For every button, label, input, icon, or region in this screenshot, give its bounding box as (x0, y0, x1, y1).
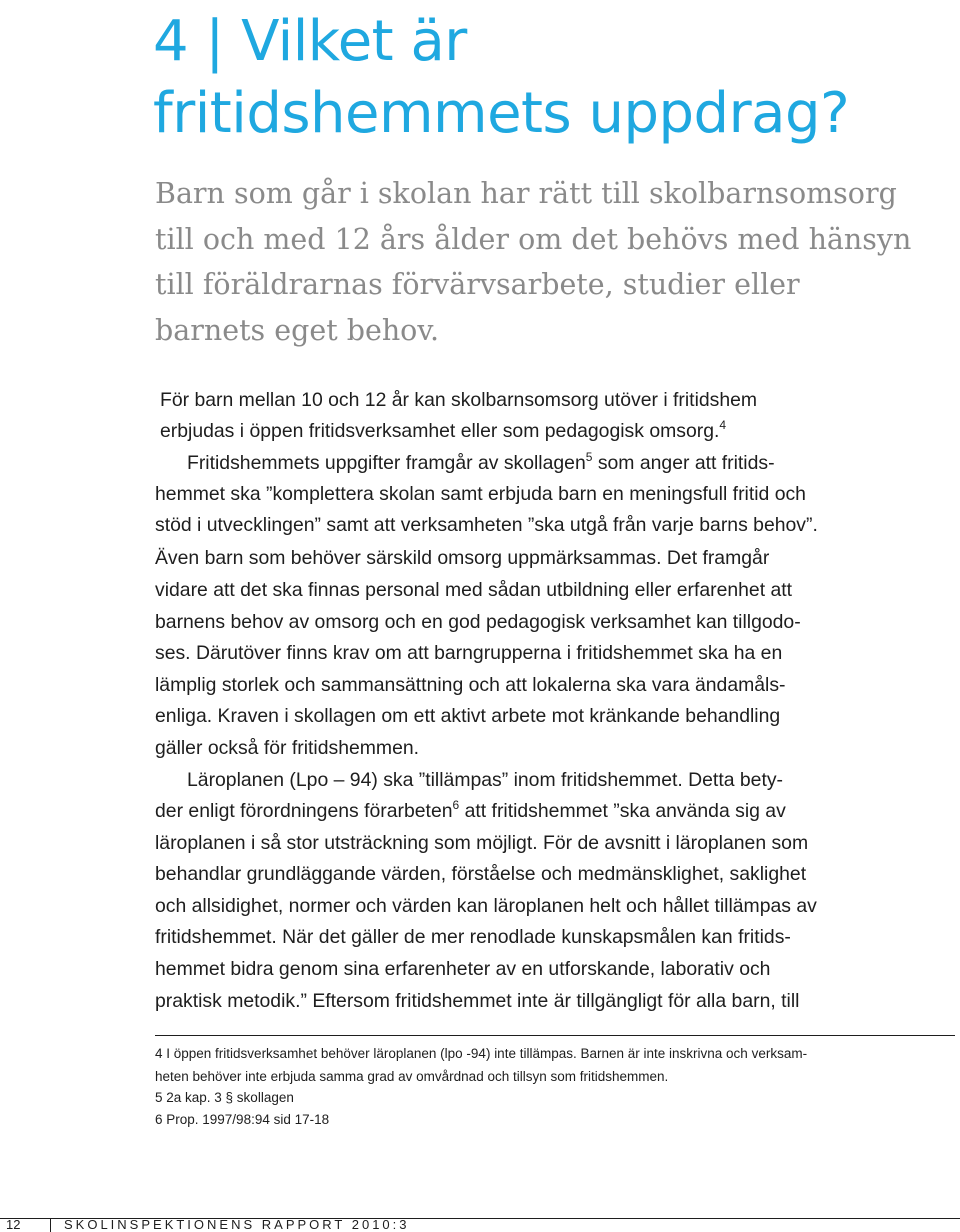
body-line: och allsidighet, normer och värden kan läroplanen helt och hållet tillämpas av (155, 895, 817, 917)
body-line: fritidshemmet. När det gäller de mer renodlade kunskapsmålen kan fritids- (155, 926, 791, 948)
chapter-title-line: fritidshemmets uppdrag? (153, 81, 850, 146)
lead-line: barnets eget behov. (155, 313, 440, 347)
body-line: Läroplanen (Lpo – 94) ska ”tillämpas” inom fritidshemmet. Detta bety- (187, 769, 783, 791)
footnote-6: 6 Prop. 1997/98:94 sid 17-18 (155, 1112, 330, 1127)
body-text-run: som anger att fritids- (592, 452, 775, 474)
running-footer: SKOLINSPEKTIONENS RAPPORT 2010:3 (64, 1217, 410, 1232)
footnote-ref: 5 (585, 450, 593, 464)
body-text-run: Fritidshemmets uppgifter framgår av skollagen (187, 452, 586, 474)
body-line (160, 416, 726, 447)
footnote-ref: 6 (452, 798, 460, 812)
footnote-5: 5 2a kap. 3 § skollagen (155, 1090, 294, 1105)
body-line (187, 448, 775, 479)
body-line: För barn mellan 10 och 12 år kan skolbarnsomsorg utöver i fritidshem (160, 389, 758, 411)
body-text-run: erbjudas i öppen fritidsverksamhet eller som pedagogisk omsorg. (160, 420, 720, 442)
footnote-divider (155, 1035, 955, 1036)
lead-line: till och med 12 års ålder om det behövs med hänsyn (155, 222, 912, 256)
body-text-run: att fritidshemmet ”ska använda sig av (459, 800, 786, 822)
body-line: barnens behov av omsorg och en god pedagogisk verksamhet kan tillgodo- (155, 611, 801, 633)
footnote-4: 4 I öppen fritidsverksamhet behöver läroplanen (lpo -94) inte tillämpas. Barnen är inte inskrivna och verksam- (155, 1046, 808, 1061)
body-line: läroplanen i så stor utsträckning som möjligt. För de avsnitt i läroplanen som (155, 832, 809, 854)
body-line (155, 796, 786, 827)
body-line: lämplig storlek och sammansättning och att lokalerna ska vara ändamåls- (155, 674, 786, 696)
body-line: stöd i utvecklingen” samt att verksamheten ”ska utgå från varje barns behov”. (155, 514, 818, 536)
body-line: Även barn som behöver särskild omsorg uppmärksammas. Det framgår (155, 547, 770, 569)
chapter-title (153, 6, 943, 150)
body-line: praktisk metodik.” Eftersom fritidshemmet inte är tillgängligt för alla barn, till (155, 990, 800, 1012)
footnote-4-continued: heten behöver inte erbjuda samma grad av omvårdnad och tillsyn som fritidshemmen. (155, 1069, 669, 1084)
lead-line: Barn som går i skolan har rätt till skolbarnsomsorg (155, 177, 897, 210)
page-number: 12 (6, 1217, 21, 1232)
body-line: vidare att det ska finnas personal med sådan utbildning eller erfarenhet att (155, 579, 793, 601)
body-line: enliga. Kraven i skollagen om ett aktivt arbete mot kränkande behandling (155, 705, 781, 727)
body-line: behandlar grundläggande värden, förståelse och medmänsklighet, saklighet (155, 863, 807, 885)
body-line: gäller också för fritidshemmen. (155, 737, 420, 759)
body-line: ses. Därutöver finns krav om att barngrupperna i fritidshemmet ska ha en (155, 642, 783, 664)
chapter-title-line: 4 | Vilket är (153, 9, 467, 74)
lead-line: till föräldrarnas förvärvsarbete, studier eller (155, 268, 800, 301)
body-line: hemmet ska ”komplettera skolan samt erbjuda barn en meningsfull fritid och (155, 483, 806, 505)
footnote-ref: 4 (719, 418, 727, 432)
body-line: hemmet bidra genom sina erfarenheter av en utforskande, laborativ och (155, 958, 771, 980)
footer-separator (50, 1218, 51, 1232)
lead-paragraph (155, 171, 955, 353)
body-text-run: der enligt förordningens förarbeten (155, 800, 453, 822)
